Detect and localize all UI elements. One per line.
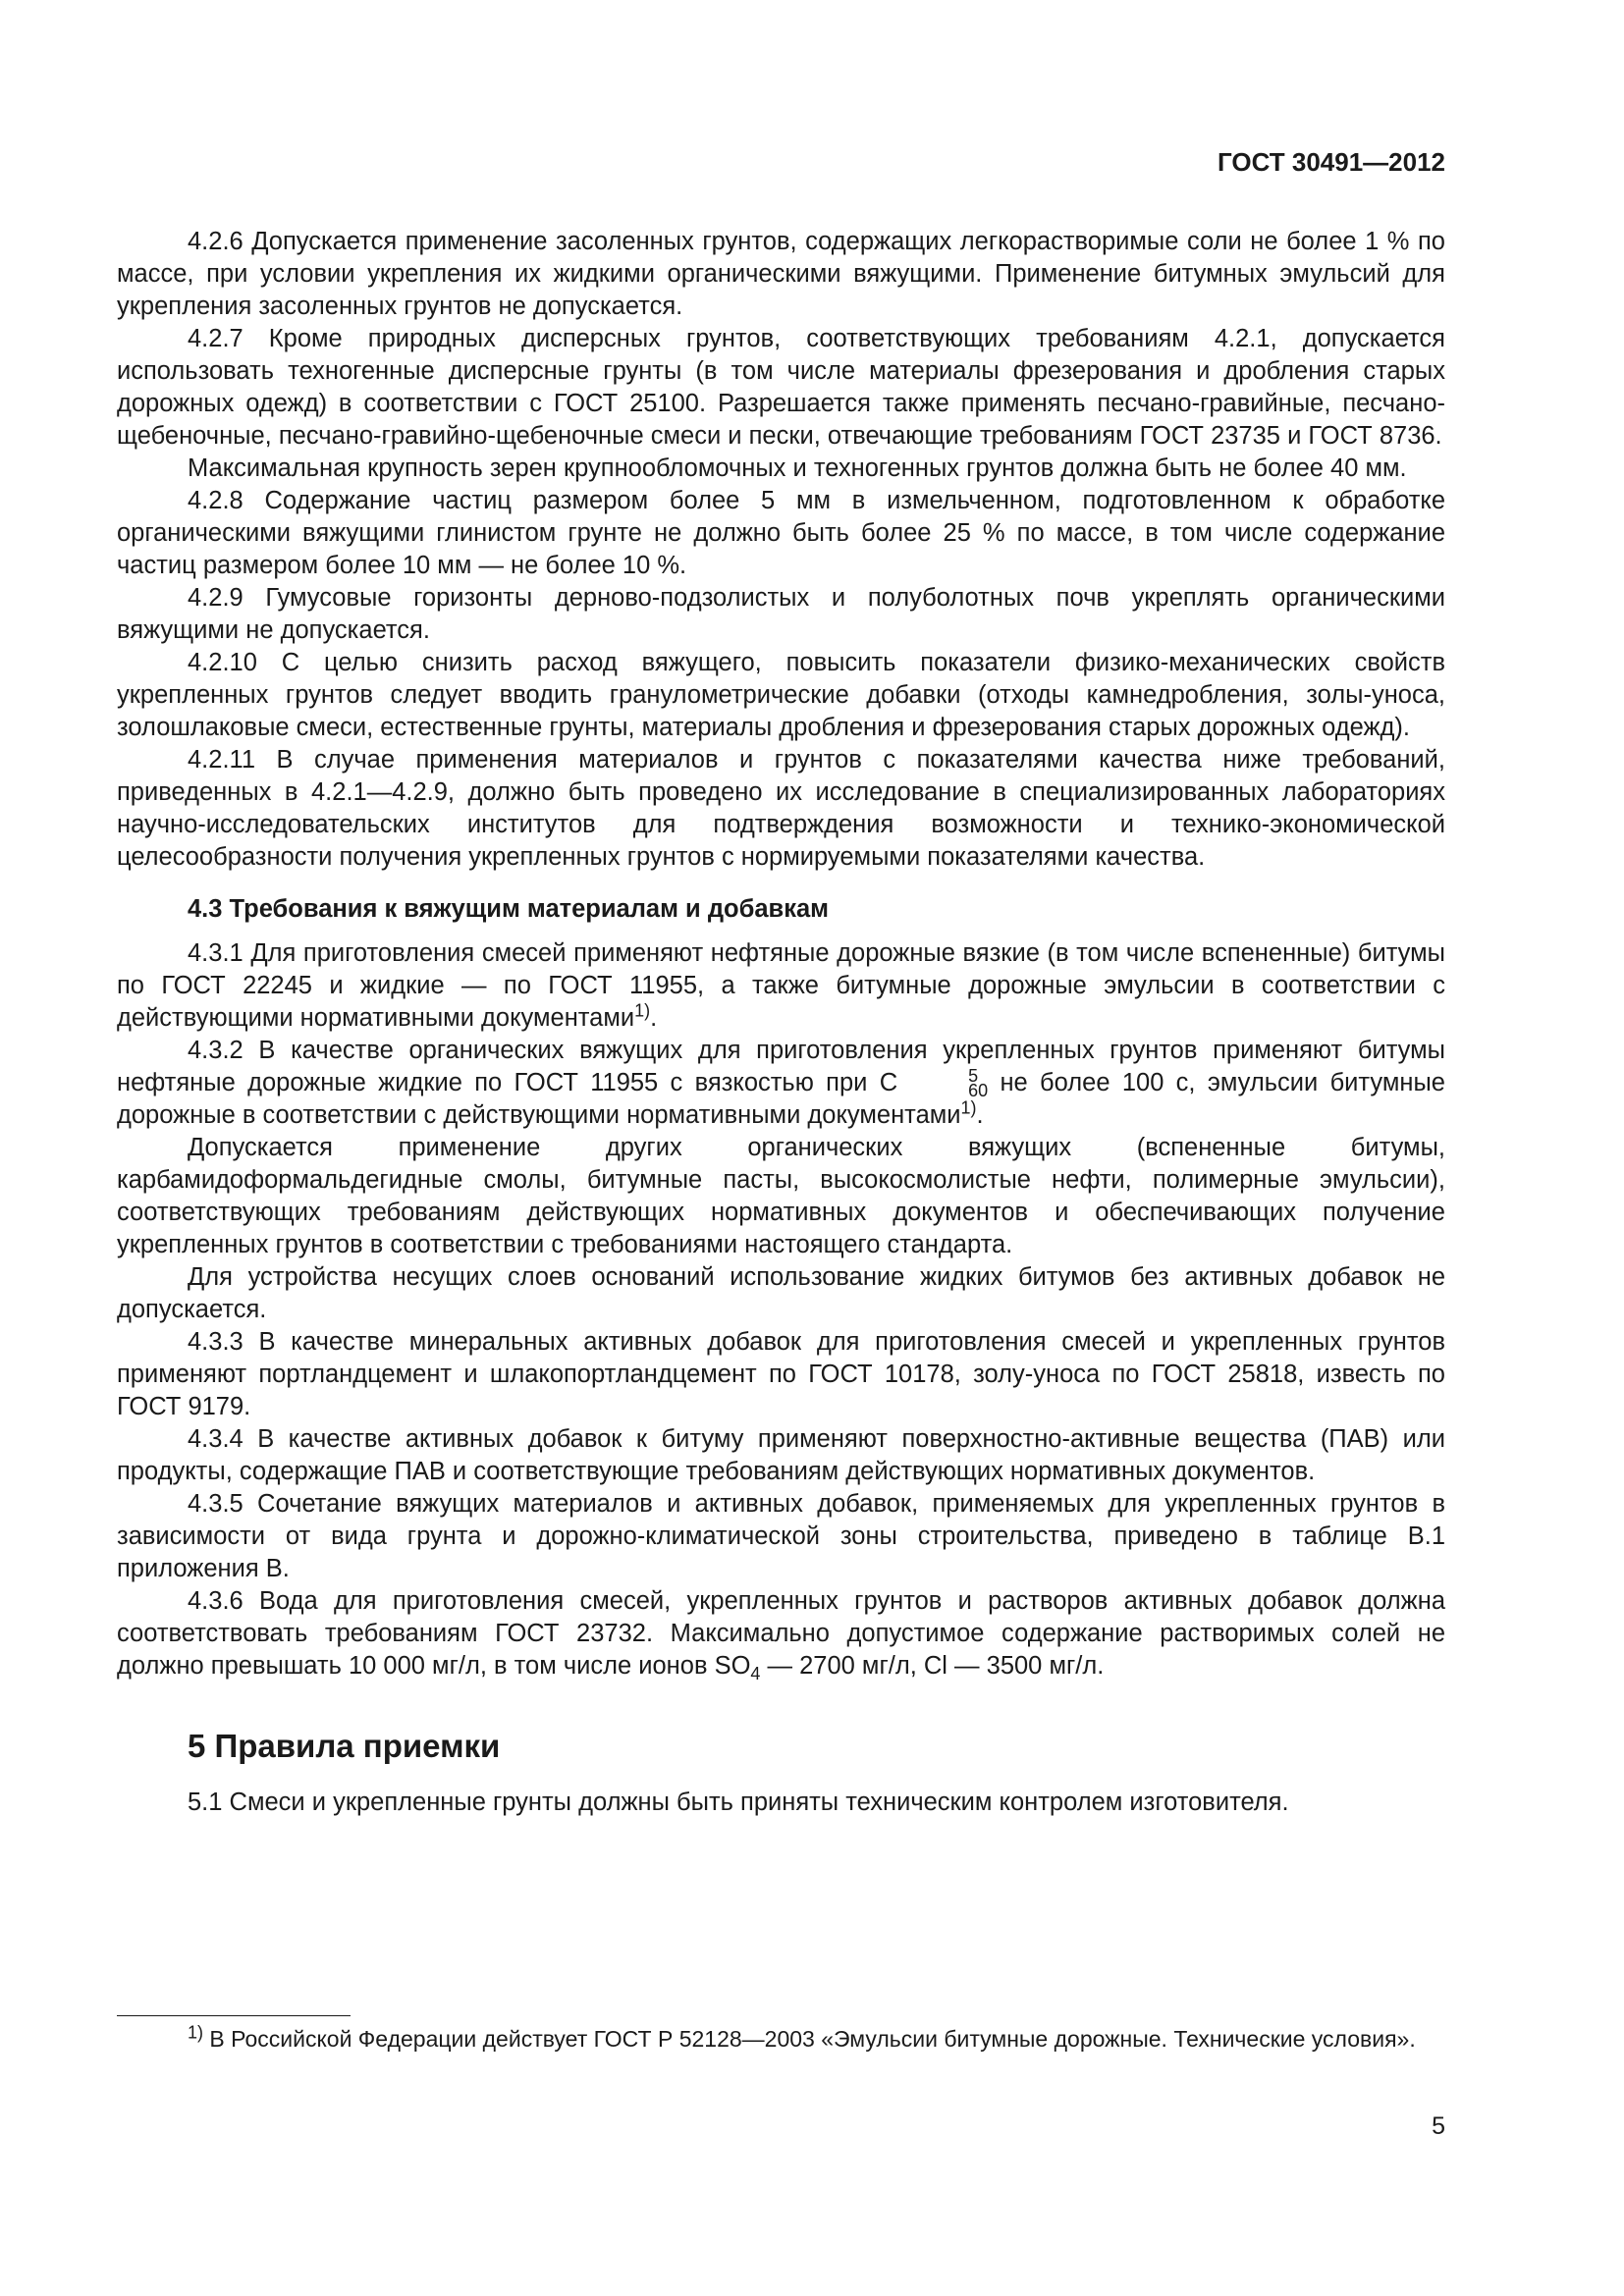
viscosity-letter: C: [879, 1069, 898, 1096]
footnote-ref: 1): [634, 1000, 651, 1021]
paragraph-4-2-7-grain-size: Максимальная крупность зерен крупнообломочных и техногенных грунтов должна быть не более 40 мм.: [188, 454, 1407, 482]
paragraph-4-3-3: 4.3.3 В качестве минеральных активных добавок для приготовления смесей и укрепленных грунтов применяют портландцемент и шлакопортландцемент по ГОСТ 10178, золу-уноса по ГОСТ 25818, известь по ГОСТ 9179.: [117, 1328, 1445, 1420]
page-number: 5: [1432, 2112, 1445, 2140]
paragraph-4-3-2-text-b: не более 100 с, эмульсии битумные дорожные в соответствии с действующими нормативными документами: [117, 1069, 1445, 1129]
footnote-mark: 1): [188, 2022, 204, 2043]
paragraph-4-3-6: [117, 1585, 1445, 1682]
paragraph-4-2-10: 4.2.10 С целью снизить расход вяжущего, повысить показатели физико-механических свойств укрепленных грунтов следует вводить гранулометрические добавки (отходы камнедробления, золы-уноса, золошлаковые смеси, естественные грунты, материалы дробления и фрезерования старых дорожных одежд).: [117, 649, 1445, 741]
section-heading-5: 5 Правила приемки: [188, 1728, 501, 1764]
footnote-ref: 1): [960, 1097, 977, 1118]
paragraph-4-3-1: [117, 937, 1445, 1035]
sulfate-subscript: 4: [750, 1664, 761, 1684]
period: .: [650, 1004, 658, 1032]
footnote-text: В Российской Федерации действует ГОСТ Р 52128—2003 «Эмульсии битумные дорожные. Технические условия».: [203, 2026, 1416, 2052]
paragraph-4-3-5: 4.3.5 Сочетание вяжущих материалов и активных добавок, применяемых для укрепленных грунтов в зависимости от вида грунта и дорожно-климатической зоны строительства, приведено в таблице В.1 приложения В.: [117, 1490, 1445, 1582]
viscosity-symbol: [879, 1066, 989, 1101]
paragraph-4-2-7: 4.2.7 Кроме природных дисперсных грунтов, соответствующих требованиям 4.2.1, допускается использовать техногенные дисперсные грунты (в том числе материалы фрезерования и дробления старых дорожных одежд) в соответствии с ГОСТ 25100. Разрешается также применять песчано-гравийные, песчано-щебеночные, песчано-гравийно-щебеночные смеси и пески, отвечающие требованиям ГОСТ 23735 и ГОСТ 8736.: [117, 325, 1445, 450]
paragraph-4-2-8: 4.2.8 Содержание частиц размером более 5 мм в измельченном, подготовленном к обработке органическими вяжущими глинистом грунте не должно быть более 25 % по массе, в том числе содержание частиц размером более 10 мм — не более 10 %.: [117, 487, 1445, 579]
document-body: [117, 226, 1445, 1819]
paragraph-4-3-2-liquid-bitumen: Для устройства несущих слоев оснований использование жидких битумов без активных добавок не допускается.: [117, 1263, 1445, 1323]
paragraph-4-2-6: 4.2.6 Допускается применение засоленных грунтов, содержащих легкорастворимые соли не более 1 % по массе, при условии укрепления их жидкими органическими вяжущими. Применение битумных эмульсий для укрепления засоленных грунтов не допускается.: [117, 228, 1445, 320]
footnote: [117, 2024, 1445, 2054]
period: .: [976, 1101, 984, 1129]
paragraph-4-3-2-text-a: 4.3.2 В качестве органических вяжущих для приготовления укрепленных грунтов применяют битумы нефтяные дорожные жидкие по ГОСТ 11955 с вязкостью при: [117, 1037, 1445, 1096]
document-header: ГОСТ 30491—2012: [1218, 147, 1445, 177]
viscosity-sub: 60: [968, 1081, 989, 1101]
paragraph-4-2-9: 4.2.9 Гумусовые горизонты дерново-подзолистых и полуболотных почв укреплять органическими вяжущими не допускается.: [117, 584, 1445, 644]
paragraph-4-3-6-text-a: 4.3.6 Вода для приготовления смесей, укрепленных грунтов и растворов активных добавок должна соответствовать требованиям ГОСТ 23732. Максимально допустимое содержание растворимых солей не должно превышать 10 000 мг/л, в том числе ионов SO: [117, 1587, 1445, 1680]
footnote-divider: [117, 2015, 351, 2016]
paragraph-4-3-6-text-b: — 2700 мг/л, Cl — 3500 мг/л.: [760, 1652, 1105, 1680]
paragraph-4-3-2: [117, 1035, 1445, 1132]
paragraph-4-2-11: 4.2.11 В случае применения материалов и грунтов с показателями качества ниже требований, приведенных в 4.2.1—4.2.9, должно быть проведено их исследование в специализированных лабораториях научно-исследовательских институтов для подтверждения возможности и технико-экономической целесообразности получения укрепленных грунтов с нормируемыми показателями качества.: [117, 746, 1445, 871]
paragraph-4-3-1-text: 4.3.1 Для приготовления смесей применяют нефтяные дорожные вязкие (в том числе вспененные) битумы по ГОСТ 22245 и жидкие — по ГОСТ 11955, а также битумные дорожные эмульсии в соответствии с действующими нормативными документами: [117, 939, 1445, 1032]
paragraph-4-3-4: 4.3.4 В качестве активных добавок к битуму применяют поверхностно-активные вещества (ПАВ) или продукты, содержащие ПАВ и соответствующие требованиям действующих нормативных документов.: [117, 1425, 1445, 1485]
paragraph-5-1: 5.1 Смеси и укрепленные грунты должны быть приняты техническим контролем изготовителя.: [188, 1789, 1289, 1816]
paragraph-4-3-2-other-binders: Допускается применение других органических вяжущих (вспененные битумы, карбамидоформальдегидные смолы, битумные пасты, высокосмолистые нефти, полимерные эмульсии), соответствующих требованиям действующих нормативных документов и обеспечивающих получение укрепленных грунтов в соответствии с требованиями настоящего стандарта.: [117, 1134, 1445, 1258]
viscosity-sup: 5: [968, 1066, 979, 1087]
section-heading-4-3: 4.3 Требования к вяжущим материалам и добавкам: [188, 895, 830, 923]
